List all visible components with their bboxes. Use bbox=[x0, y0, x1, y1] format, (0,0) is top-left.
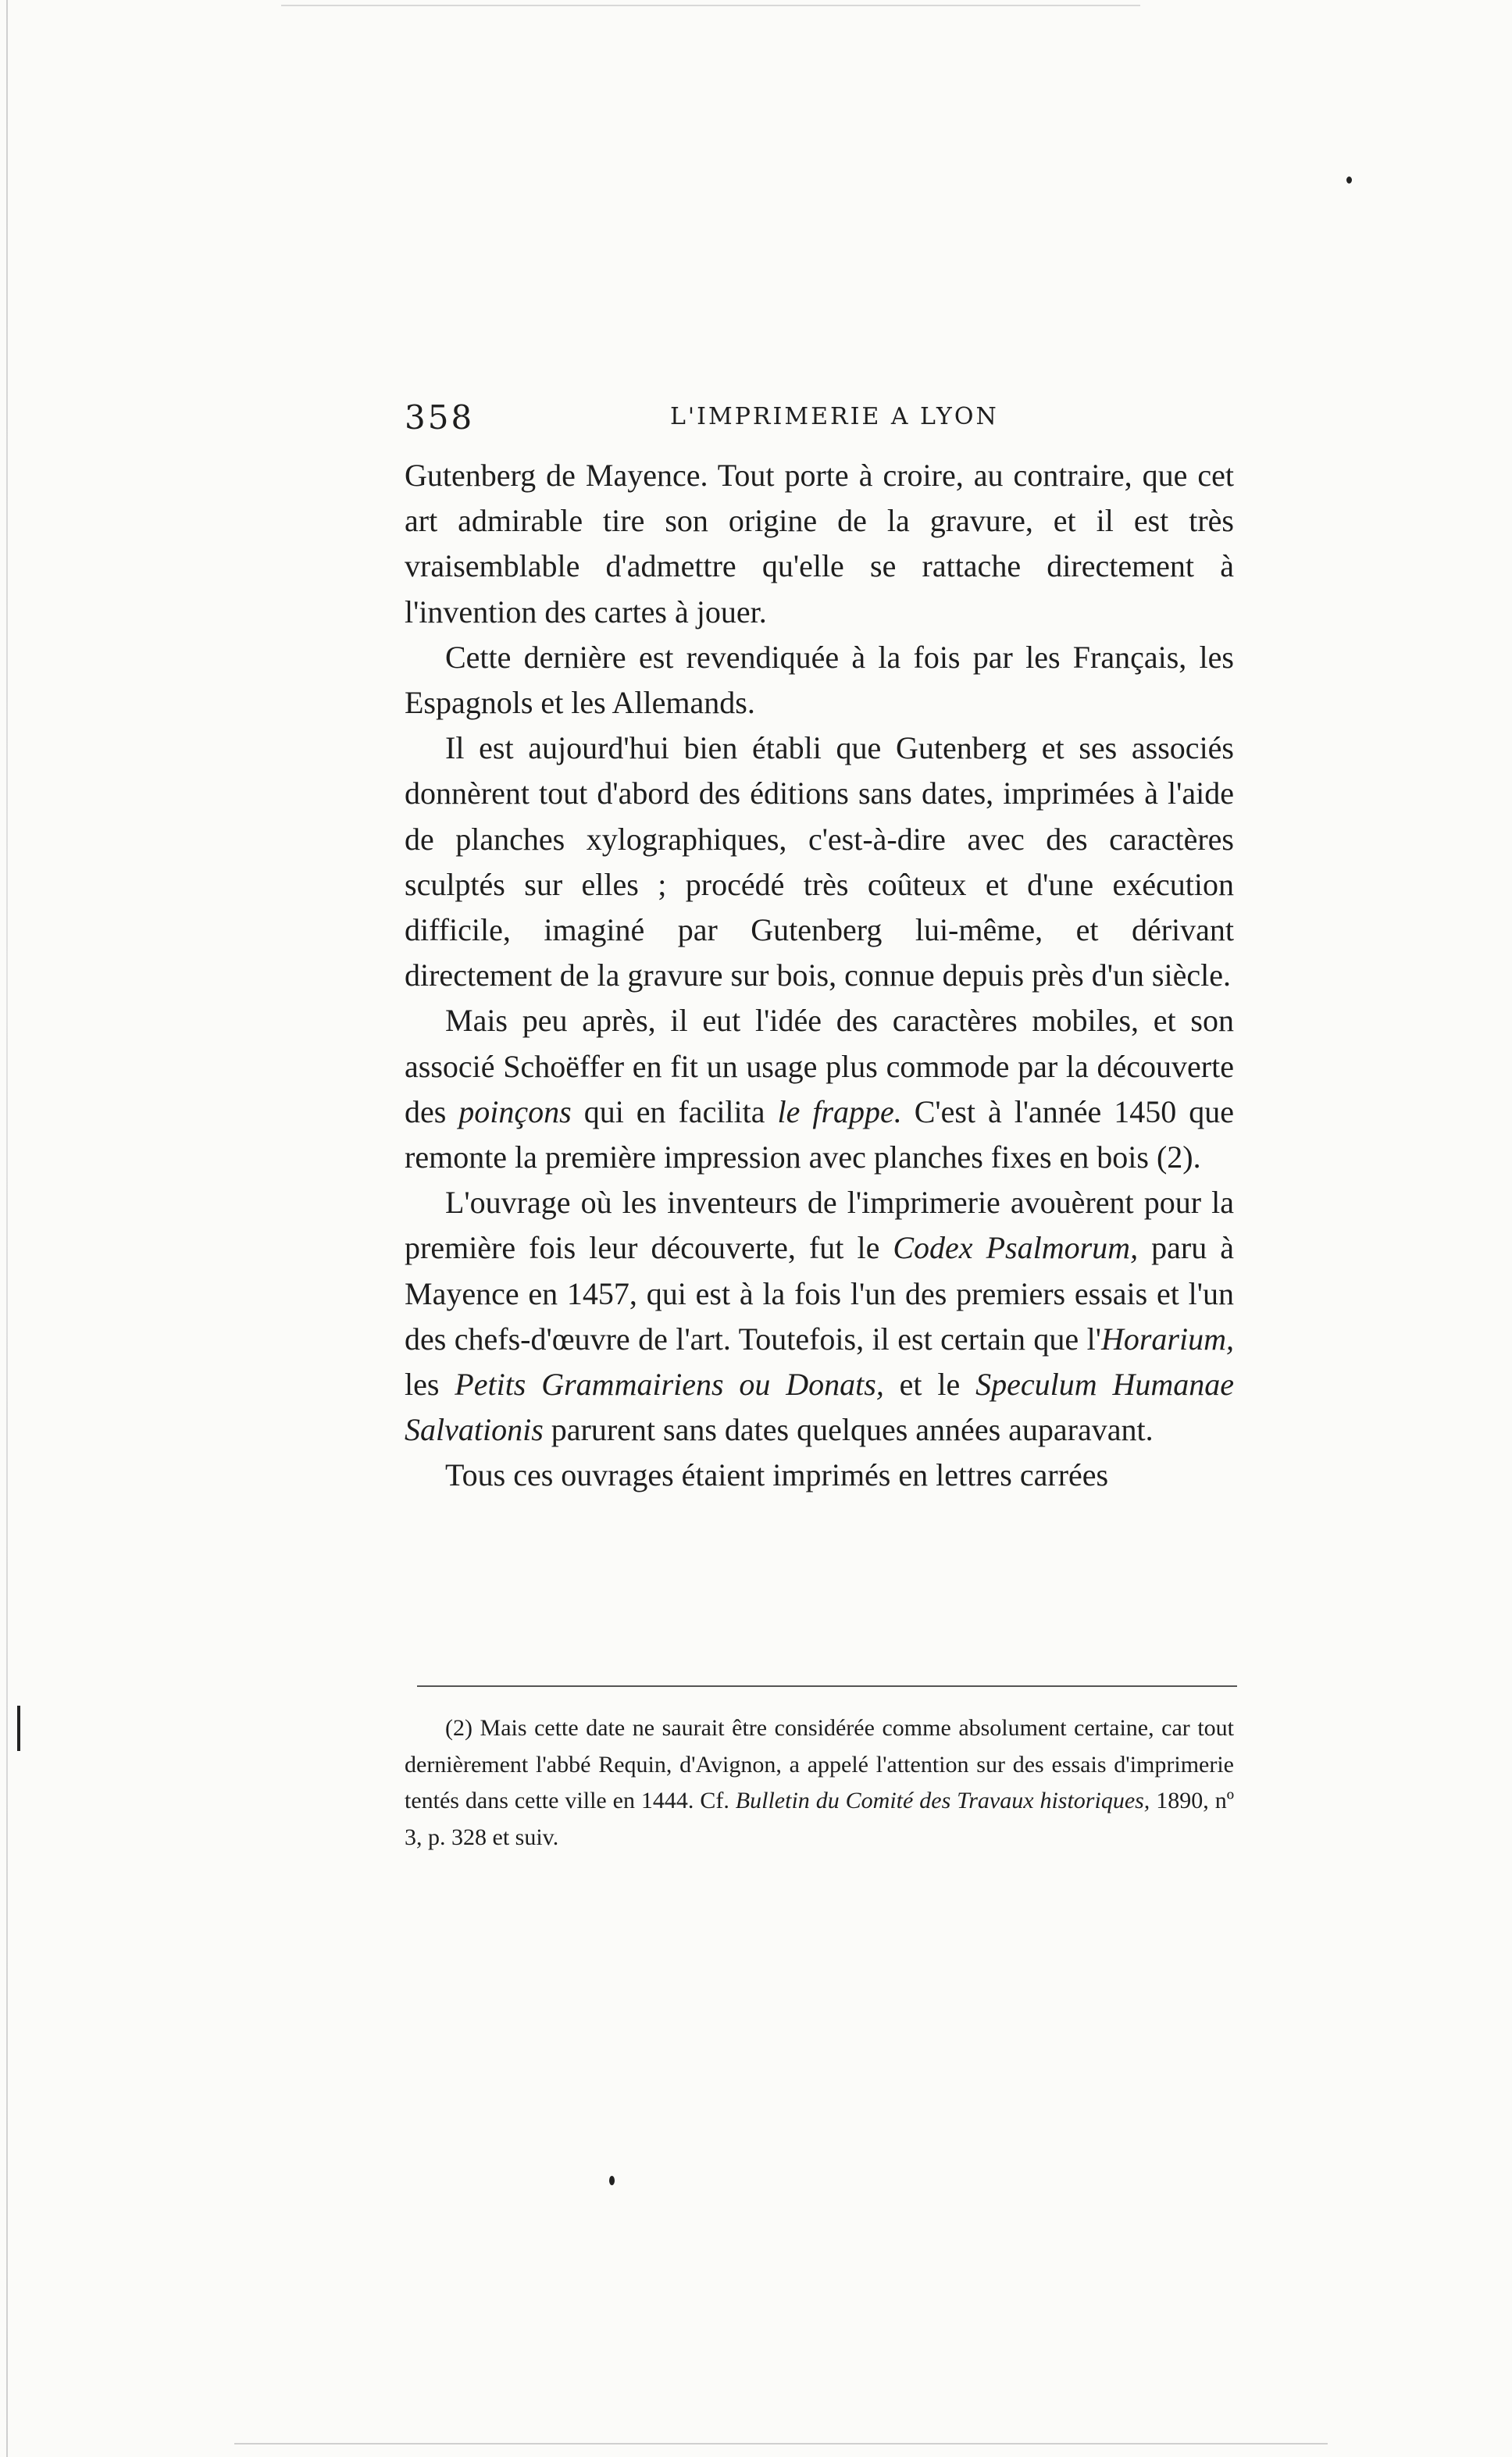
scan-margin-mark bbox=[17, 1706, 20, 1751]
text-run: les bbox=[405, 1367, 455, 1403]
footnote-text bbox=[405, 1710, 1234, 1856]
text-run: Mais peu après, il eut l'idée des caractères mobiles, et son associé Schoëffer en fit un usage plus commode par la découverte des bbox=[405, 1003, 1234, 1129]
running-head bbox=[405, 398, 1232, 445]
italic-title-donats: Petits Grammairiens ou Donats, bbox=[455, 1367, 884, 1403]
italic-term-poincons: poinçons bbox=[458, 1093, 572, 1129]
scan-edge-top bbox=[281, 5, 1140, 6]
italic-title-speculum: Speculum Humanae Salvationis bbox=[405, 1367, 1234, 1448]
text-run: C'est à l'année 1450 que remonte la première impression avec planches fixes en bois (2). bbox=[405, 1093, 1234, 1175]
text-run: et le bbox=[883, 1367, 976, 1403]
page-number: 358 bbox=[405, 398, 475, 437]
paragraph-3: Il est aujourd'hui bien établi que Gutenberg et ses associés donnèrent tout d'abord des éditions sans dates, imprimées à l'aide de planches xylographiques, c'est-à-dire avec des caractères sculptés sur elles ; procédé très coûteux et d'une exécution difficile, imaginé par Gutenberg lui-même, et dérivant directement de la gravure sur bois, connue depuis près d'un siècle. bbox=[405, 730, 1234, 993]
italic-title-horarium: Horarium, bbox=[1100, 1321, 1234, 1357]
footnote bbox=[405, 1710, 1234, 1856]
text-run: (2) Mais cette date ne saurait être considérée comme absolument certaine, car tout dernièrement l'abbé Requin, d'Avignon, a appelé l'attention sur des essais d'imprimerie tentés dans cette ville en 1444. Cf. bbox=[405, 1715, 1234, 1814]
italic-title-bulletin: Bulletin du Comité des Travaux historiques, bbox=[735, 1788, 1150, 1814]
italic-title-codex: Codex Psalmorum, bbox=[893, 1230, 1139, 1266]
ink-speck bbox=[609, 2176, 615, 2185]
text-run: 1890, nº 3, p. 328 et suiv. bbox=[405, 1788, 1234, 1850]
paragraph-1: Gutenberg de Mayence. Tout porte à croire, au contraire, que cet art admirable tire son origine de la gravure, et il est très vraisemblable d'admettre qu'elle se rattache directement à l'invention des cartes à jouer. bbox=[405, 458, 1234, 629]
scan-edge-bottom bbox=[234, 2443, 1328, 2445]
text-run: qui en facilita bbox=[571, 1093, 778, 1129]
scan-edge-left bbox=[6, 0, 8, 2457]
ink-speck bbox=[1346, 177, 1352, 184]
footnote-divider bbox=[417, 1685, 1237, 1687]
running-title: L'IMPRIMERIE A LYON bbox=[670, 403, 999, 430]
body-text bbox=[405, 453, 1234, 1499]
italic-term-frappe: le frappe. bbox=[777, 1093, 902, 1129]
paragraph-2: Cette dernière est revendiquée à la fois par les Français, les Espagnols et les Allemands. bbox=[405, 639, 1234, 721]
text-run: L'ouvrage où les inventeurs de l'imprimerie avouèrent pour la première fois leur découverte, fut le bbox=[405, 1185, 1234, 1266]
text-run: paru à Mayence en 1457, qui est à la fois l'un des premiers essais et l'un des chefs-d'œuvre de l'art. Toutefois, il est certain que l' bbox=[405, 1230, 1235, 1357]
paragraph-4 bbox=[405, 998, 1234, 1180]
text-run: parurent sans dates quelques années auparavant. bbox=[543, 1412, 1154, 1448]
paragraph-6: Tous ces ouvrages étaient imprimés en lettres carrées bbox=[445, 1457, 1109, 1493]
paragraph-5 bbox=[405, 1180, 1234, 1453]
